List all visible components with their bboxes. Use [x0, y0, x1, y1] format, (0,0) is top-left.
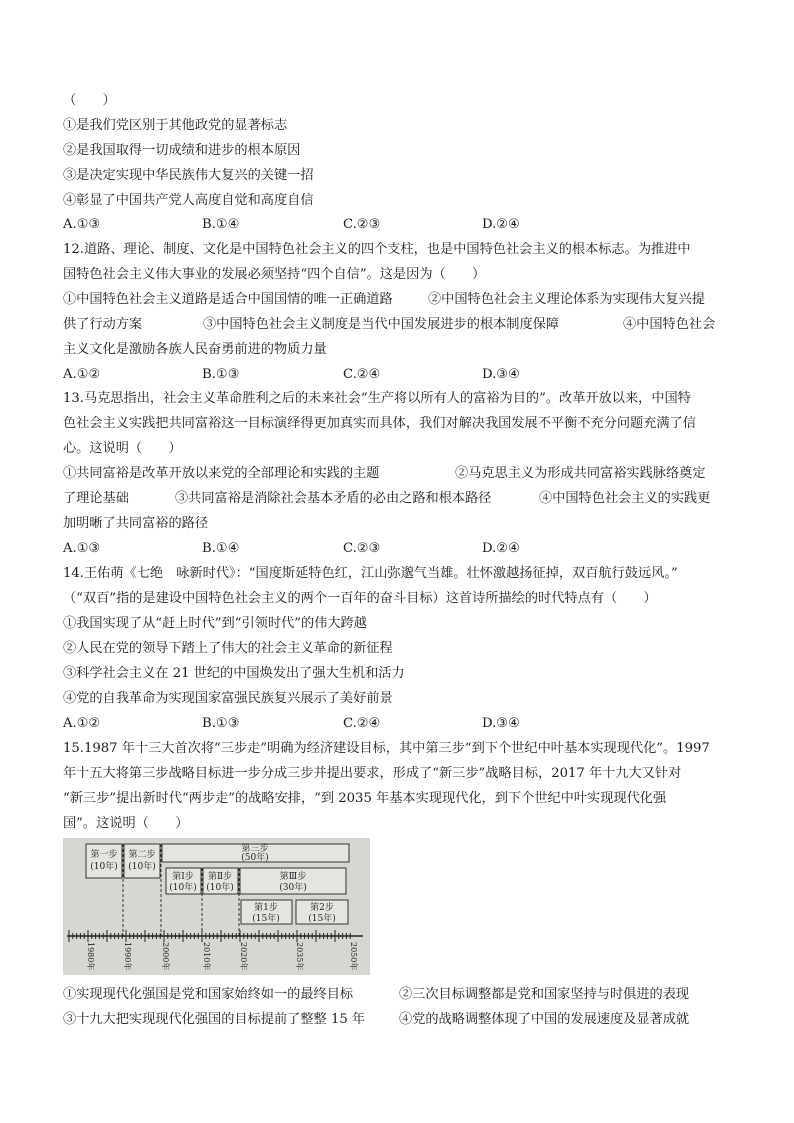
- axis-label-1980: 1980年: [86, 942, 95, 971]
- q12-stem-line-1: 12.道路、理论、制度、文化是中国特色社会主义的四个支柱，也是中国特色社会主义的根本标志。为推进中: [63, 242, 691, 257]
- q11-option-c[interactable]: C.②③: [343, 217, 381, 232]
- q11-options: [63, 216, 723, 234]
- q13-stem-line-3: 心。这说明（ ）: [63, 441, 182, 456]
- step-2-years: (10年): [128, 862, 156, 872]
- q12-statement-4: ④中国特色社会: [623, 317, 716, 332]
- q15-statement-3: ③十九大把实现现代化强国的目标提前了整整 15 年: [63, 1012, 366, 1027]
- new-step-3-years: (30年): [279, 883, 307, 893]
- q13-option-d[interactable]: D.②④: [482, 541, 520, 556]
- two-step-1-years: (15年): [252, 914, 280, 924]
- q13-options: [63, 540, 723, 558]
- q13-stem-line-1: 13.马克思指出，社会主义革命胜利之后的未来社会“生产将以所有人的富裕为目的”。改革开放以来，中国特: [63, 391, 691, 406]
- axis-label-2050: 2050年: [349, 942, 358, 971]
- step-2-label: 第二步: [128, 850, 156, 860]
- q13-option-b[interactable]: B.①④: [202, 541, 240, 556]
- q14-option-d[interactable]: D.③④: [482, 716, 520, 731]
- q15-statement-2: ②三次目标调整都是党和国家坚持与时俱进的表现: [399, 987, 690, 1002]
- q12-option-b[interactable]: B.①③: [202, 367, 240, 382]
- q15-stem-line-4: 国”。这说明（ ）: [63, 816, 189, 831]
- q14-options: [63, 715, 723, 733]
- q13-statement-3: ③共同富裕是消除社会基本矛盾的必由之路和根本路径: [175, 491, 492, 506]
- q12-statement-3: ③中国特色社会主义制度是当代中国发展进步的根本制度保障: [203, 317, 560, 332]
- q15-stem-line-2: 年十五大将第三步战略目标进一步分成三步并提出要求，形成了“新三步”战略目标，2017 年十九大又针对: [63, 766, 682, 781]
- timeline-svg: [63, 838, 370, 975]
- q12-options: [63, 366, 723, 384]
- q12-statement-1: ①中国特色社会主义道路是适合中国国情的唯一正确道路: [63, 292, 393, 307]
- q15-stem-line-3: “新三步”提出新时代“两步走”的战略安排，“到 2035 年基本实现现代化，到下个世纪中叶实现现代化强: [63, 791, 667, 806]
- step-1-years: (10年): [90, 862, 118, 872]
- axis-label-2020: 2020年: [239, 942, 248, 971]
- q13-statement-1: ①共同富裕是改革开放以来党的全部理论和实践的主题: [63, 466, 380, 481]
- q11-option-d[interactable]: D.②④: [482, 217, 520, 232]
- q15-statement-1: ①实现现代化强国是党和国家始终如一的最终目标: [63, 987, 354, 1002]
- step-3-years: (50年): [241, 853, 269, 863]
- step-3-label: 第三步: [241, 844, 269, 854]
- axis-label-1990: 1990年: [123, 942, 132, 971]
- axis-label-2035: 2035年: [295, 942, 304, 971]
- q15-stem-line-1: 15.1987 年十三大首次将“三步走”明确为经济建设目标，其中第三步“到下个世纪中叶基本实现现代化”。1997: [63, 741, 710, 756]
- q11-statement-1: ①是我们党区别于其他政党的显著标志: [63, 118, 288, 133]
- q13-statement-4: ④中国特色社会主义的实践更: [539, 491, 711, 506]
- new-step-2-years: (10年): [206, 883, 234, 893]
- q14-stem-line-2: （“双百”指的是建设中国特色社会主义的两个一百年的奋斗目标）这首诗所描绘的时代特点有（ ）: [63, 591, 657, 606]
- new-step-1-label: 第Ⅰ步: [172, 872, 194, 882]
- two-step-2-years: (15年): [308, 914, 336, 924]
- q11-statement-4: ④彰显了中国共产党人高度自觉和高度自信: [63, 193, 314, 208]
- q12-stem-line-2: 国特色社会主义伟大事业的发展必须坚持“四个自信”。这是因为（ ）: [63, 267, 486, 282]
- new-step-1-years: (10年): [169, 883, 197, 893]
- q14-stem-line-1: 14.王佑萌《七绝 咏新时代》：“国度斯延特色红，江山弥邈气当雄。壮怀激越扬征掉，双百航行鼓远风。”: [63, 566, 678, 581]
- new-step-3-label: 第Ⅲ步: [279, 872, 307, 882]
- two-step-2-label: 第2步: [310, 903, 334, 913]
- axis-label-2010: 2010年: [202, 942, 211, 971]
- q11-option-a[interactable]: A.①③: [63, 217, 101, 232]
- q13-option-a[interactable]: A.①③: [63, 541, 101, 556]
- q14-statement-4: ④党的自我革命为实现国家富强民族复兴展示了美好前景: [63, 691, 393, 706]
- q12-statement-2: ②中国特色社会主义理论体系为实现伟大复兴提: [428, 292, 705, 307]
- q12-statement-2-cont: 供了行动方案: [63, 317, 143, 332]
- q12-option-d[interactable]: D.③④: [482, 367, 520, 382]
- axis-label-2000: 2000年: [161, 942, 170, 971]
- q11-statement-3: ③是决定实现中华民族伟大复兴的关键一招: [63, 168, 314, 183]
- q14-statement-1: ①我国实现了从“赶上时代”到“引领时代”的伟大跨越: [63, 616, 367, 631]
- q13-option-c[interactable]: C.②③: [343, 541, 381, 556]
- q14-statement-2: ②人民在党的领导下踏上了伟大的社会主义革命的新征程: [63, 641, 393, 656]
- two-step-1-label: 第1步: [254, 903, 278, 913]
- q14-option-c[interactable]: C.②④: [343, 716, 381, 731]
- q12-option-c[interactable]: C.②④: [343, 367, 381, 382]
- q14-option-b[interactable]: B.①③: [202, 716, 240, 731]
- step-1-label: 第一步: [90, 850, 118, 860]
- new-step-2-label: 第Ⅱ步: [207, 872, 233, 882]
- q15-statement-4: ④党的战略调整体现了中国的发展速度及显著成就: [399, 1012, 690, 1027]
- q12-option-a[interactable]: A.①②: [63, 367, 101, 382]
- q11-statement-2: ②是我国取得一切成绩和进步的根本原因: [63, 143, 301, 158]
- q14-statement-3: ③科学社会主义在 21 世纪的中国焕发出了强大生机和活力: [63, 666, 405, 681]
- q13-statement-4-cont: 加明晰了共同富裕的路径: [63, 516, 209, 531]
- strategy-timeline-figure: [63, 838, 370, 975]
- q14-option-a[interactable]: A.①②: [63, 716, 101, 731]
- q12-statement-4-cont: 主义文化是激励各族人民奋勇前进的物质力量: [63, 342, 327, 357]
- q11-answer-blank: （ ）: [63, 93, 116, 108]
- q11-option-b[interactable]: B.①④: [202, 217, 240, 232]
- q13-statement-2: ②马克思主义为形成共同富裕实践脉络奠定: [455, 466, 706, 481]
- q13-statement-2-cont: 了理论基础: [63, 491, 129, 506]
- q13-stem-line-2: 色社会主义实践把共同富裕这一目标演绎得更加真实而具体，我们对解决我国发展不平衡不充分问题充满了信: [63, 416, 696, 431]
